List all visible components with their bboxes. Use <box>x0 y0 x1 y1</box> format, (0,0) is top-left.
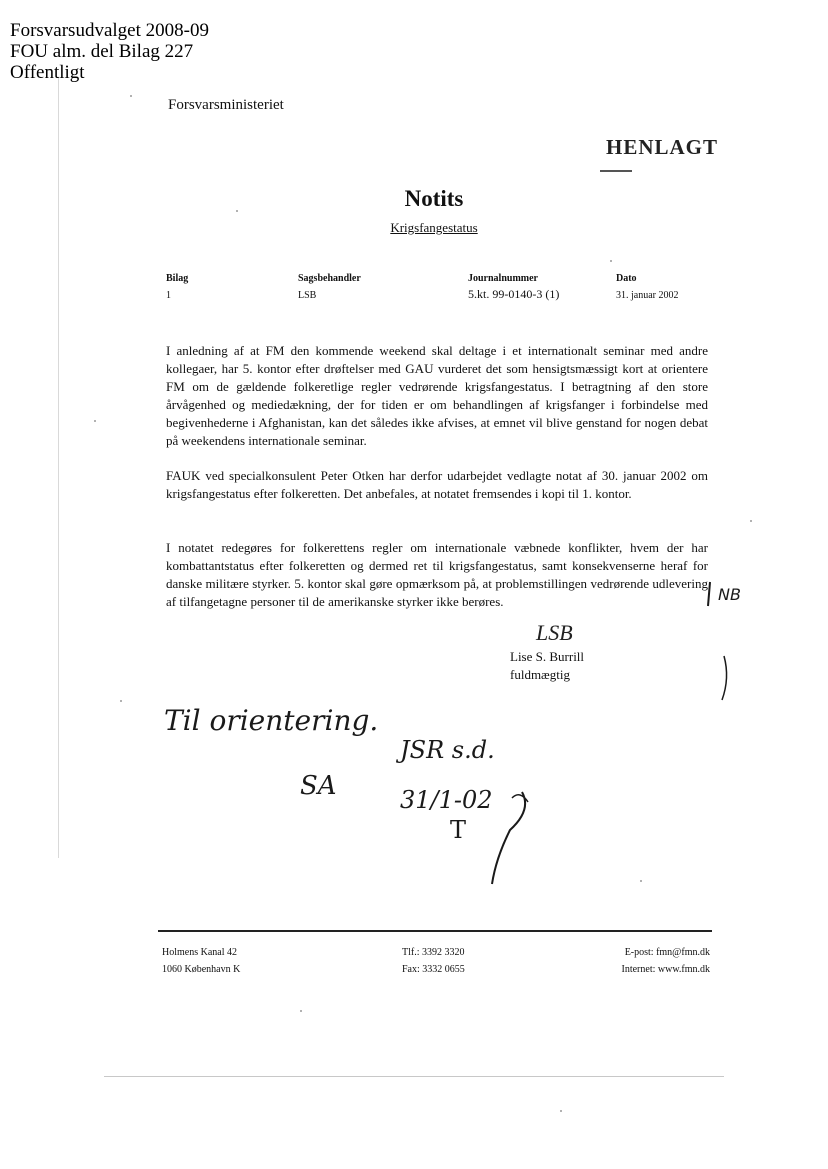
body-paragraph-2: FAUK ved specialkonsulent Peter Otken har derfor udarbejdet vedlagte notat af 30. januar 2002 om krigsfangestatus efter folkeretten. Det anbefales, at notatet fremsendes i kopi til 1. kontor. <box>166 468 708 501</box>
stamp-line-public: Offentligt <box>10 62 85 83</box>
footer-address-street: Holmens Kanal 42 <box>162 947 237 958</box>
scan-speck <box>610 260 612 262</box>
handwritten-note-initials: SA <box>300 771 337 801</box>
footer-email: E-post: fmn@fmn.dk <box>624 947 710 958</box>
scan-speck <box>130 95 132 97</box>
margin-annotation <box>700 578 770 708</box>
handwritten-note-initials-date: JSR s.d. <box>400 736 495 764</box>
handwritten-annotations <box>150 690 750 890</box>
handwritten-long-stroke <box>492 792 525 884</box>
stamp-line-committee: Forsvarsudvalget 2008-09 <box>10 20 209 41</box>
scan-speck <box>94 420 96 422</box>
henlagt-stamp-underline <box>600 170 632 172</box>
footer-address-city: 1060 København K <box>162 964 241 975</box>
footer-web: Internet: www.fmn.dk <box>621 964 710 975</box>
scan-speck <box>300 1010 302 1012</box>
document-title: Notits <box>404 186 464 211</box>
meta-label-journalnummer: Journalnummer <box>468 273 538 284</box>
handwritten-note-orientering: Til orientering. <box>164 704 379 737</box>
footer-phone: Tlf.: 3392 3320 <box>402 947 465 958</box>
footer-contact <box>600 944 710 978</box>
footer-fax: Fax: 3332 0655 <box>402 964 465 975</box>
document-subtitle: Krigsfangestatus <box>390 220 478 235</box>
footer-divider <box>158 930 712 932</box>
scan-speck <box>560 1110 562 1112</box>
scan-speck <box>750 520 752 522</box>
scan-speck <box>120 700 122 702</box>
footer-address <box>162 944 240 978</box>
signatory-title: fuldmægtig <box>510 667 570 682</box>
signatory <box>510 648 584 684</box>
meta-label-sagsbehandler: Sagsbehandler <box>298 273 361 284</box>
scan-bottom-line <box>104 1076 724 1077</box>
signature-initials <box>534 612 578 648</box>
signatory-name: Lise S. Burrill <box>510 649 585 664</box>
handwritten-note-date: 31/1-02 <box>400 786 493 814</box>
filing-stamp <box>10 20 209 83</box>
meta-value-sagsbehandler: LSB <box>298 290 317 301</box>
meta-label-bilag: Bilag <box>166 273 189 284</box>
henlagt-stamp: HENLAGT <box>606 135 719 159</box>
margin-note-text: NB <box>718 585 741 604</box>
handwritten-note-letter: T <box>450 816 467 844</box>
meta-value-bilag: 1 <box>166 290 171 301</box>
footer-phone-fax <box>402 944 465 978</box>
stamp-line-bilag: FOU alm. del Bilag 227 <box>10 41 194 62</box>
meta-label-dato: Dato <box>616 273 637 284</box>
margin-stroke <box>708 582 710 606</box>
body-paragraph-3: I notatet redegøres for folkerettens regler om internationale væbnede konflikter, hvem der har kombattantstatus efter folkeretten og dermed ret til krigsfangestatus, samt konsekvenserne heraf for danske militære styrker. 5. kontor skal gøre opmærksom på, at problemstillingen vedrørende udlevering af tilfangetagne personer til de amerikanske styrker ikke berøres. <box>166 540 708 609</box>
scan-speck <box>236 210 238 212</box>
body-paragraph-1: I anledning af at FM den kommende weekend skal deltage i et internationalt seminar med andre kollegaer, har 5. kontor efter drøftelser med GAU vurderet det som hensigtsmæssigt kort at orientere FM om de gældende folkeretlige regler vedrørende krigsfangestatus. I betragtning af den store årvågenhed og mediedækning, der for tiden er om behandlingen af krigsfanger i forbindelse med begivenhederne i Afghanistan, kan det således ikke afvises, at emnet vil blive genstand for nogen debat på weekendens internationale seminar. <box>166 343 708 448</box>
meta-value-journalnummer: 5.kt. 99-0140-3 (1) <box>468 287 560 301</box>
scan-speck <box>640 880 642 882</box>
signature-initials-text: LSB <box>536 620 573 645</box>
meta-value-dato: 31. januar 2002 <box>616 290 679 301</box>
ministry-name: Forsvarsministeriet <box>168 97 284 113</box>
